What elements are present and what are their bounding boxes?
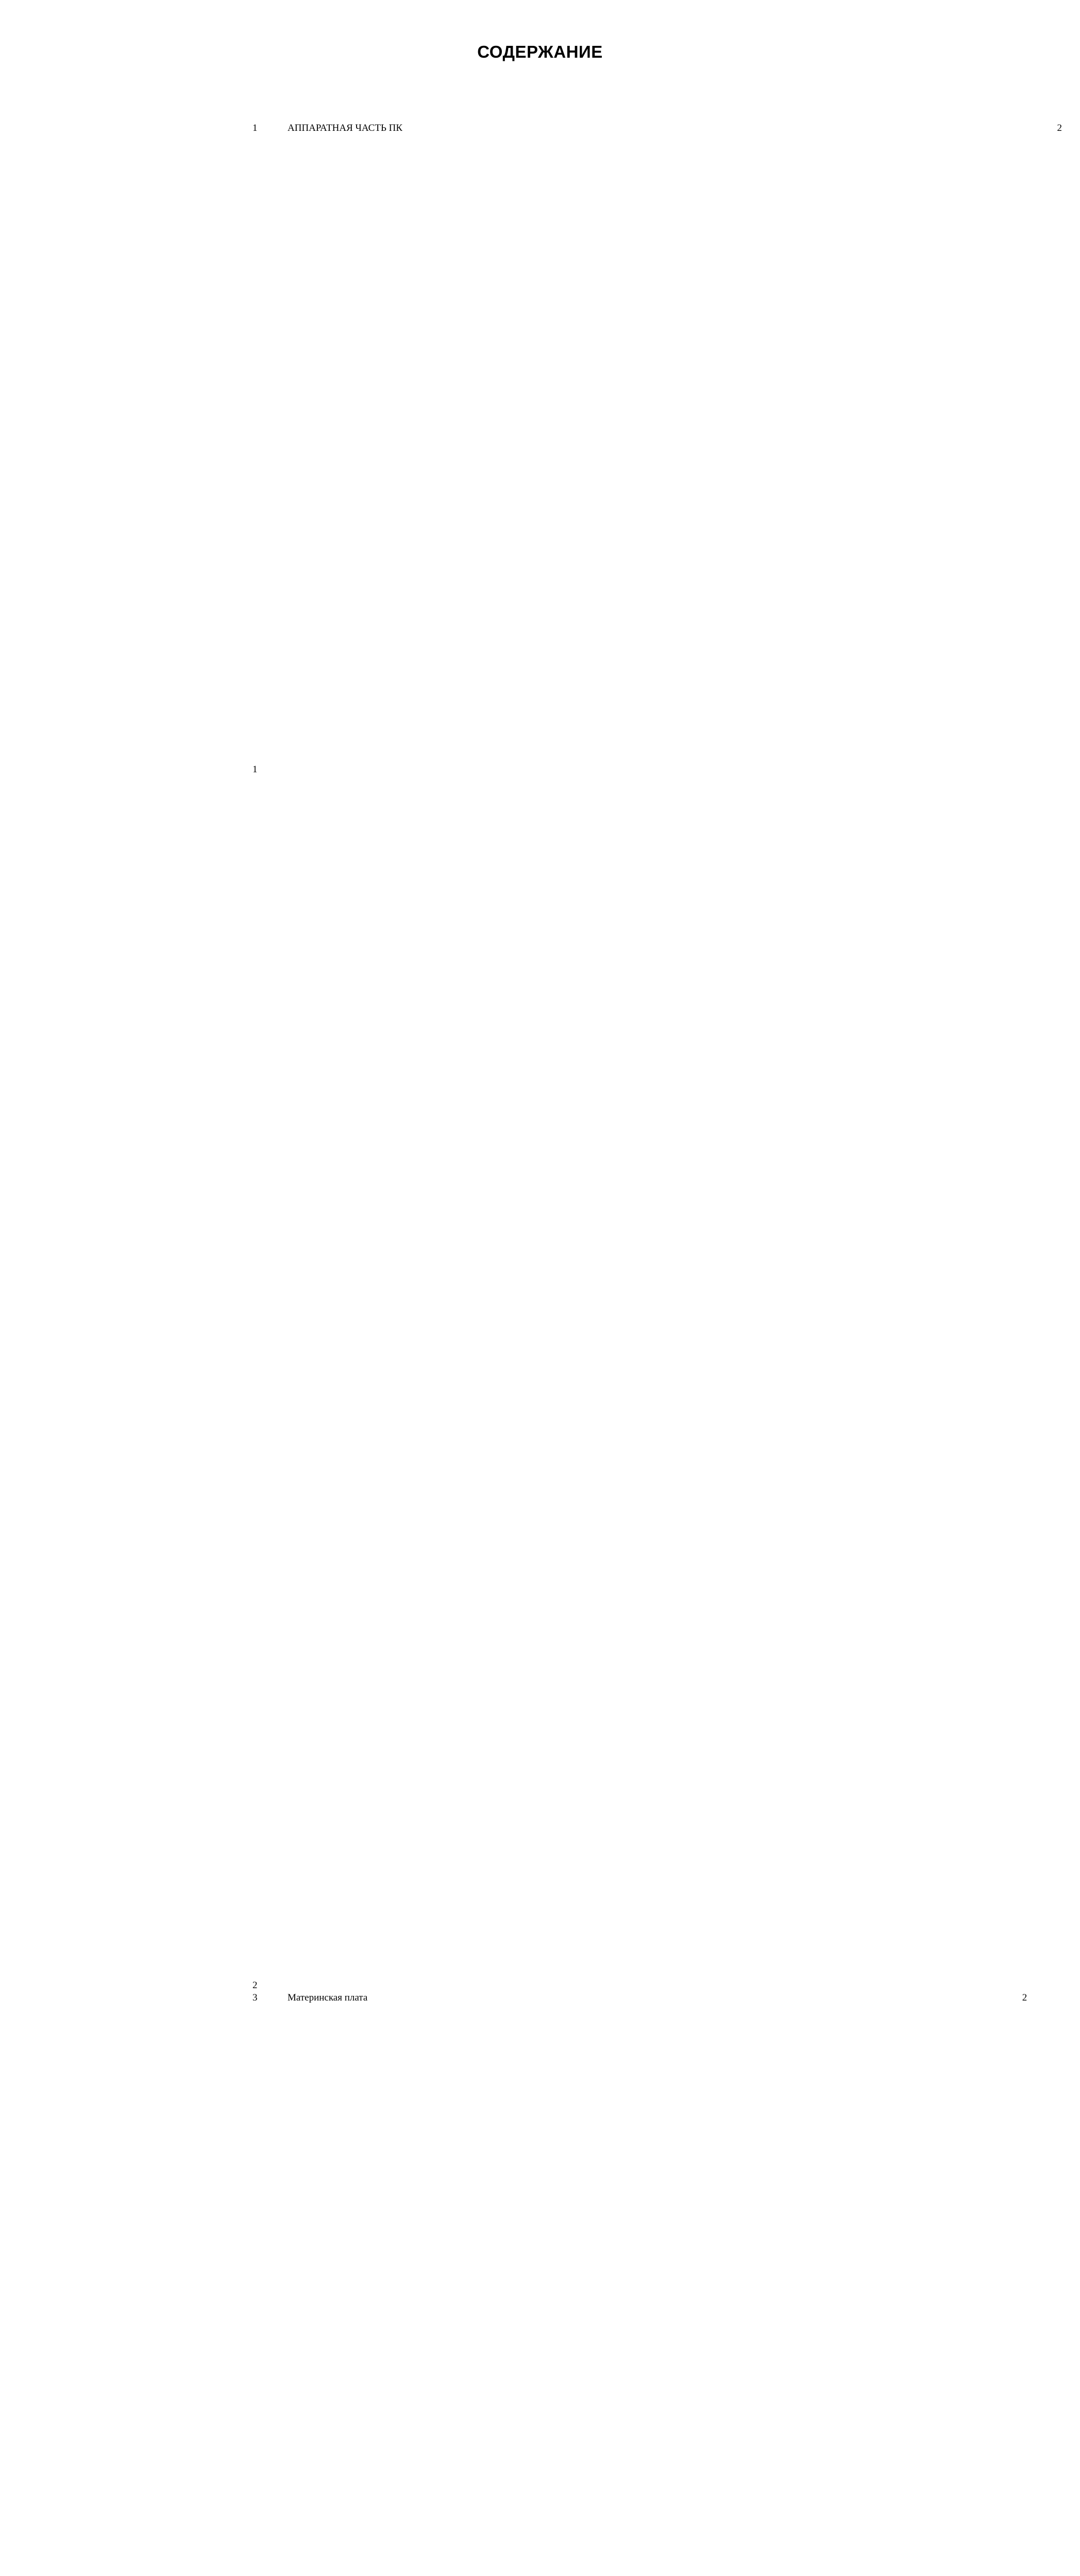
toc-entry[interactable] [252, 1055, 737, 1992]
toc-entry-page: 2 [367, 1992, 1027, 2576]
toc-entry-title: АППАРАТНАЯ ЧАСТЬ ПК [288, 123, 402, 133]
toc-entry-number: 2 [252, 1980, 258, 1991]
toc-entry-title: Материнская плата [288, 1992, 368, 2004]
page-title: СОДЕРЖАНИЕ [477, 42, 603, 61]
toc-entry[interactable] [252, 122, 1062, 1055]
toc-entry[interactable] [252, 1992, 1027, 2576]
toc-entry-page: 2 [402, 122, 1062, 1055]
document-page [210, 0, 1062, 2004]
toc-entry-number: 3 [252, 1992, 258, 2004]
footer-page-number: 1 [252, 764, 258, 775]
toc-entry-page [288, 1055, 947, 1988]
toc-entry-number: 1 [252, 123, 258, 133]
table-of-contents [252, 122, 1062, 2576]
